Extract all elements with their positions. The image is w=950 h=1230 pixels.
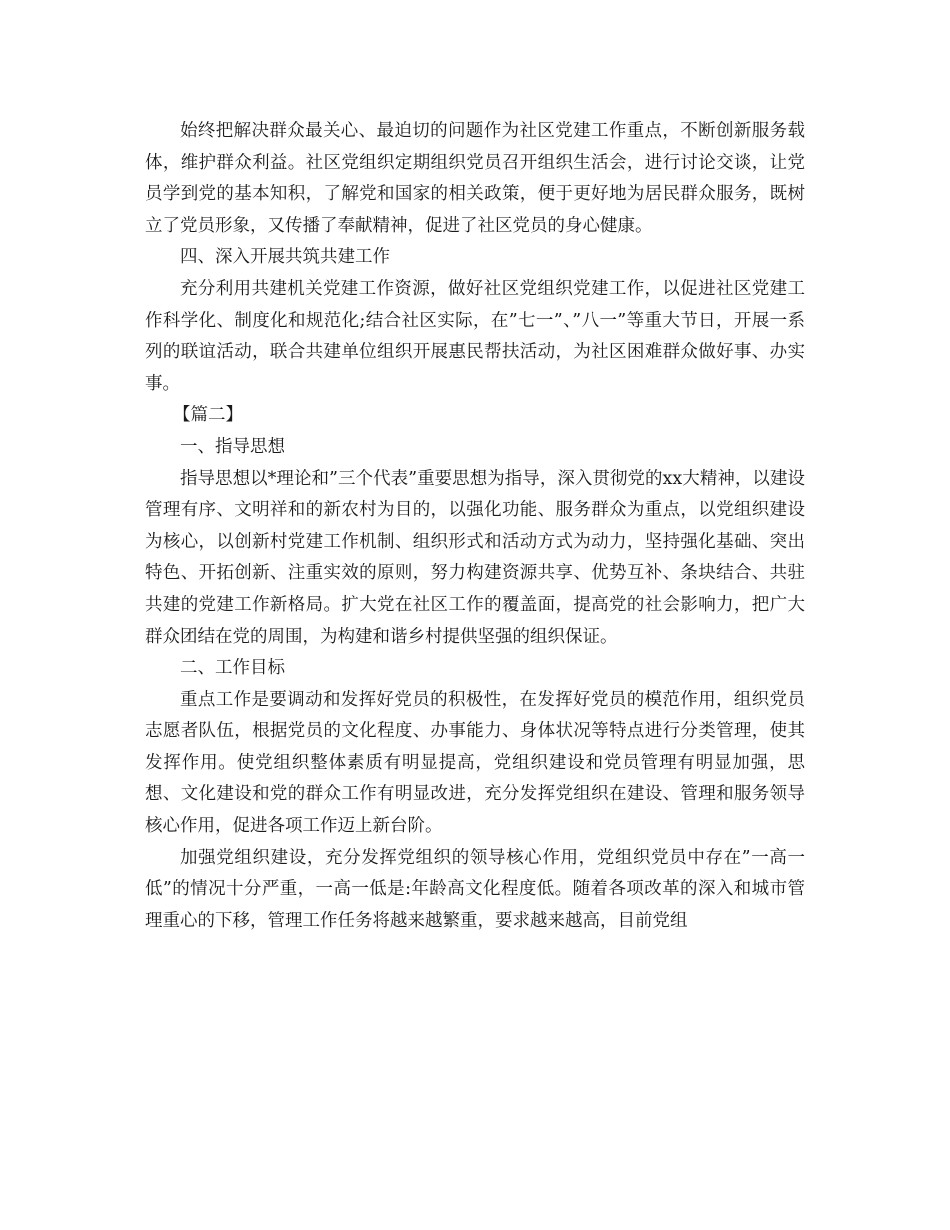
paragraph-work-goals: 重点工作是要调动和发挥好党员的积极性，在发挥好党员的模范作用，组织党员志愿者队伍，根据党员的文化程度、办事能力、身体状况等特点进行分类管理，使其发挥作用。使党组织整体素质有明显提高，党组织建设和党员管理有明显加强，思想、文化建设和党的群众工作有明显改进，充分发挥党组织在建设、管理和服务领导核心作用，促进各项工作迈上新台阶。 xyxy=(145,689,805,837)
heading-co-construction: 四、深入开展共筑共建工作 xyxy=(180,247,390,268)
heading-guiding-thought: 一、指导思想 xyxy=(180,436,285,457)
document-body xyxy=(145,116,805,937)
heading-work-goals: 二、工作目标 xyxy=(180,658,285,679)
paragraph-co-construction: 充分利用共建机关党建工作资源，做好社区党组织党建工作，以促进社区党建工作科学化、制度化和规范化;结合社区实际，在”七一”、”八一”等重大节日，开展一系列的联谊活动，联合共建单位组织开展惠民帮扶活动，为社区困难群众做好事、办实事。 xyxy=(145,278,805,394)
paragraph-guiding-thought: 指导思想以*理论和”三个代表”重要思想为指导，深入贯彻党的xx大精神，以建设管理有序、文明祥和的新农村为目的，以强化功能、服务群众为重点，以党组织建设为核心，以创新村党建工作机制、组织形式和活动方式为动力，坚持强化基础、突出特色、开拓创新、注重实效的原则，努力构建资源共享、优势互补、条块结合、共驻共建的党建工作新格局。扩大党在社区工作的覆盖面，提高党的社会影响力，把广大群众团结在党的周围，为构建和谐乡村提供坚强的组织保证。 xyxy=(145,468,805,647)
section-marker-part-two: 【篇二】 xyxy=(173,405,243,426)
paragraph-party-organization: 加强党组织建设，充分发挥党组织的领导核心作用，党组织党员中存在”一高一低”的情况十分严重，一高一低是:年龄高文化程度低。随着各项改革的深入和城市管理重心的下移，管理工作任务将越来越繁重，要求越来越高，目前党组 xyxy=(145,847,805,931)
paragraph-community-service: 始终把解决群众最关心、最迫切的问题作为社区党建工作重点，不断创新服务载体，维护群众利益。社区党组织定期组织党员召开组织生活会，进行讨论交谈，让党员学到党的基本知积，了解党和国家的相关政策，便于更好地为居民群众服务，既树立了党员形象，又传播了奉献精神，促进了社区党员的身心健康。 xyxy=(145,121,805,236)
